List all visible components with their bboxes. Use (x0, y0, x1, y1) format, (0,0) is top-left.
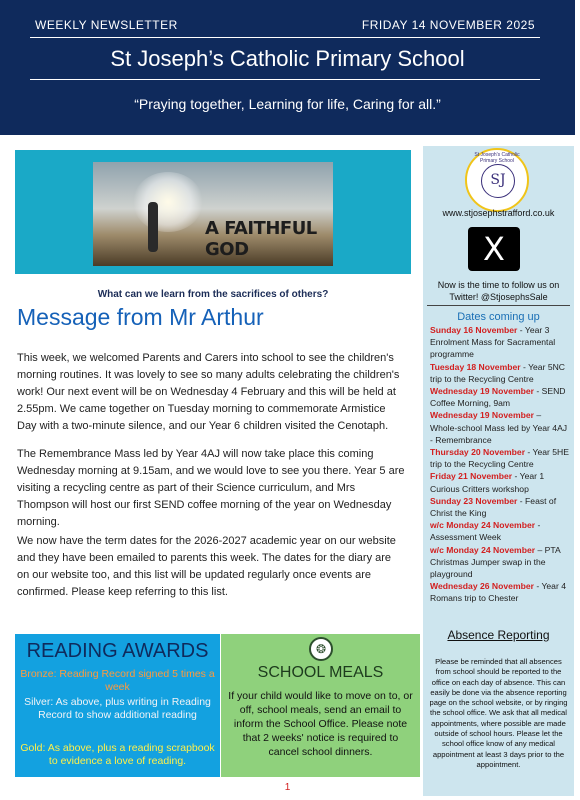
date-item (430, 446, 570, 470)
date-label: w/c Monday 24 November (430, 544, 536, 555)
message-paragraph-1: This week, we welcomed Parents and Carers into school to see the children's morning routines. It was lovely to see so many adults celebrating the children's work! Our next event will be on Wednesday 4 February and this will be held at 2.55pm. We came together on Tuesday morning to commemorate Armistice Day with a two-minute silence, and our Year 6 children visited the Cenotaph. (17, 352, 400, 432)
hero-caption-b: GOD (205, 239, 249, 260)
date-event: - SEND Coffee Morning, 9am (430, 386, 566, 409)
header-divider-top (30, 37, 540, 38)
hero-caption (205, 218, 333, 260)
school-meals-text: If your child would like to move on to, or off, school meals, send an email to inform the School Office. Please note that 2 weeks' notice is required to cancel school dinners. (228, 690, 413, 758)
school-name: St Joseph’s Catholic Primary School (110, 46, 465, 71)
school-meals-title: SCHOOL MEALS (257, 664, 384, 681)
date-event: - Year 4 Romans trip to Chester (430, 581, 566, 604)
reading-awards-title: READING AWARDS (26, 640, 209, 662)
date-label: Sunday 23 November (430, 495, 518, 506)
person-silhouette (148, 202, 158, 252)
x-twitter-icon[interactable]: X (468, 227, 520, 271)
page-number: 1 (284, 782, 291, 793)
message-paragraph-3: We now have the term dates for the 2026-2027 academic year on our website and they have been emailed to parents this week. The dates for the diary are on our website too, and this list will be updated regularly once events are confirmed. Please keep referring to this list. (17, 535, 396, 598)
date-event: – Whole-school Mass led by Year 4AJ - Remembrance (430, 410, 568, 445)
dates-list (430, 324, 570, 605)
date-event: – PTA Christmas Jumper swap in the playground (430, 544, 561, 580)
bronze-award: Bronze: Reading Record signed 5 times a week (20, 668, 215, 693)
newsletter-header (0, 0, 575, 135)
date-item (430, 409, 570, 446)
hero-banner (15, 150, 411, 274)
date-item (430, 324, 570, 361)
dates-title: Dates coming up (457, 311, 540, 323)
date-label: w/c Monday 24 November (430, 520, 536, 531)
date-label: Sunday 16 November (430, 325, 518, 335)
message-title: Message from Mr Arthur (17, 304, 264, 330)
sidebar (423, 146, 574, 628)
date-event: - Assessment Week (430, 520, 541, 543)
crest-ring-text: St Joseph's Catholic Primary School (474, 152, 520, 164)
date-item (430, 544, 570, 581)
school-motto: “Praying together, Learning for life, Caring for all.” (134, 96, 441, 112)
message-paragraph-2: The Remembrance Mass led by Year 4AJ will now take place this coming Wednesday morning at 9.15am, and we would love to see you there. Year 5 are visiting a recycling centre as part of their Science curriculum, and Mrs Thompson will host our first SEND coffee morning of the year on Wednesday morning. (17, 448, 405, 528)
date-event: - Feast of Christ the King (430, 495, 557, 519)
date-event: - Year 5NC trip to the Recycling Centre (430, 361, 566, 384)
date-item (430, 519, 570, 543)
website-link[interactable]: www.stjosephstrafford.co.uk (442, 208, 555, 218)
date-label: Wednesday 26 November (430, 581, 534, 592)
follow-text: Now is the time to follow us on Twitter! @StjosephsSale (437, 280, 560, 302)
date-item (430, 580, 570, 604)
date-label: Thursday 20 November (430, 447, 526, 458)
reading-awards-box (15, 634, 220, 777)
date-item (430, 385, 570, 409)
header-divider-bottom (30, 79, 540, 80)
reflection-question: What can we learn from the sacrifices of others? (97, 289, 329, 300)
absence-text: Please be reminded that all absences from school should be reported to the office on each day of absence. This can easily be done via the absence reporting page on the school website, or by ringing the school office. We ask that all medical appointments, where possible are made outside of school hours. Please let the school office know of any medical appointment at least 3 days prior to the appointment. (429, 657, 568, 769)
silver-award: Silver: As above, plus writing in Reading Record to show additional reading (24, 696, 211, 721)
date-label: Friday 21 November (430, 471, 513, 482)
school-meals-box (221, 634, 420, 777)
absence-title: Absence Reporting (447, 628, 550, 642)
school-crest-logo (465, 148, 529, 212)
crest-mark: SJ (481, 164, 515, 198)
date-item (430, 495, 570, 519)
sunlight-graphic (133, 172, 203, 232)
date-label: Tuesday 18 November (430, 361, 521, 372)
gold-award: Gold: As above, plus a reading scrapbook to evidence a love of reading. (20, 742, 215, 767)
hero-caption-a: A FAITHFUL (205, 218, 317, 239)
absence-reporting-box (423, 624, 574, 796)
date-item (430, 361, 570, 385)
date-event: - Year 3 Enrolment Mass for Sacramental programme (430, 325, 556, 360)
date-label: Wednesday 19 November (430, 386, 534, 397)
newsletter-label: WEEKLY NEWSLETTER (35, 18, 178, 32)
cutlery-icon: ❂ (309, 637, 333, 661)
date-item (430, 470, 570, 494)
newsletter-date: FRIDAY 14 NOVEMBER 2025 (361, 18, 535, 32)
date-event: - Year 5HE trip to the Recycling Centre (430, 447, 569, 470)
sidebar-divider (427, 305, 570, 306)
hero-image (93, 162, 333, 266)
date-event: - Year 1 Curious Critters workshop (430, 471, 545, 494)
date-label: Wednesday 19 November (430, 410, 534, 421)
